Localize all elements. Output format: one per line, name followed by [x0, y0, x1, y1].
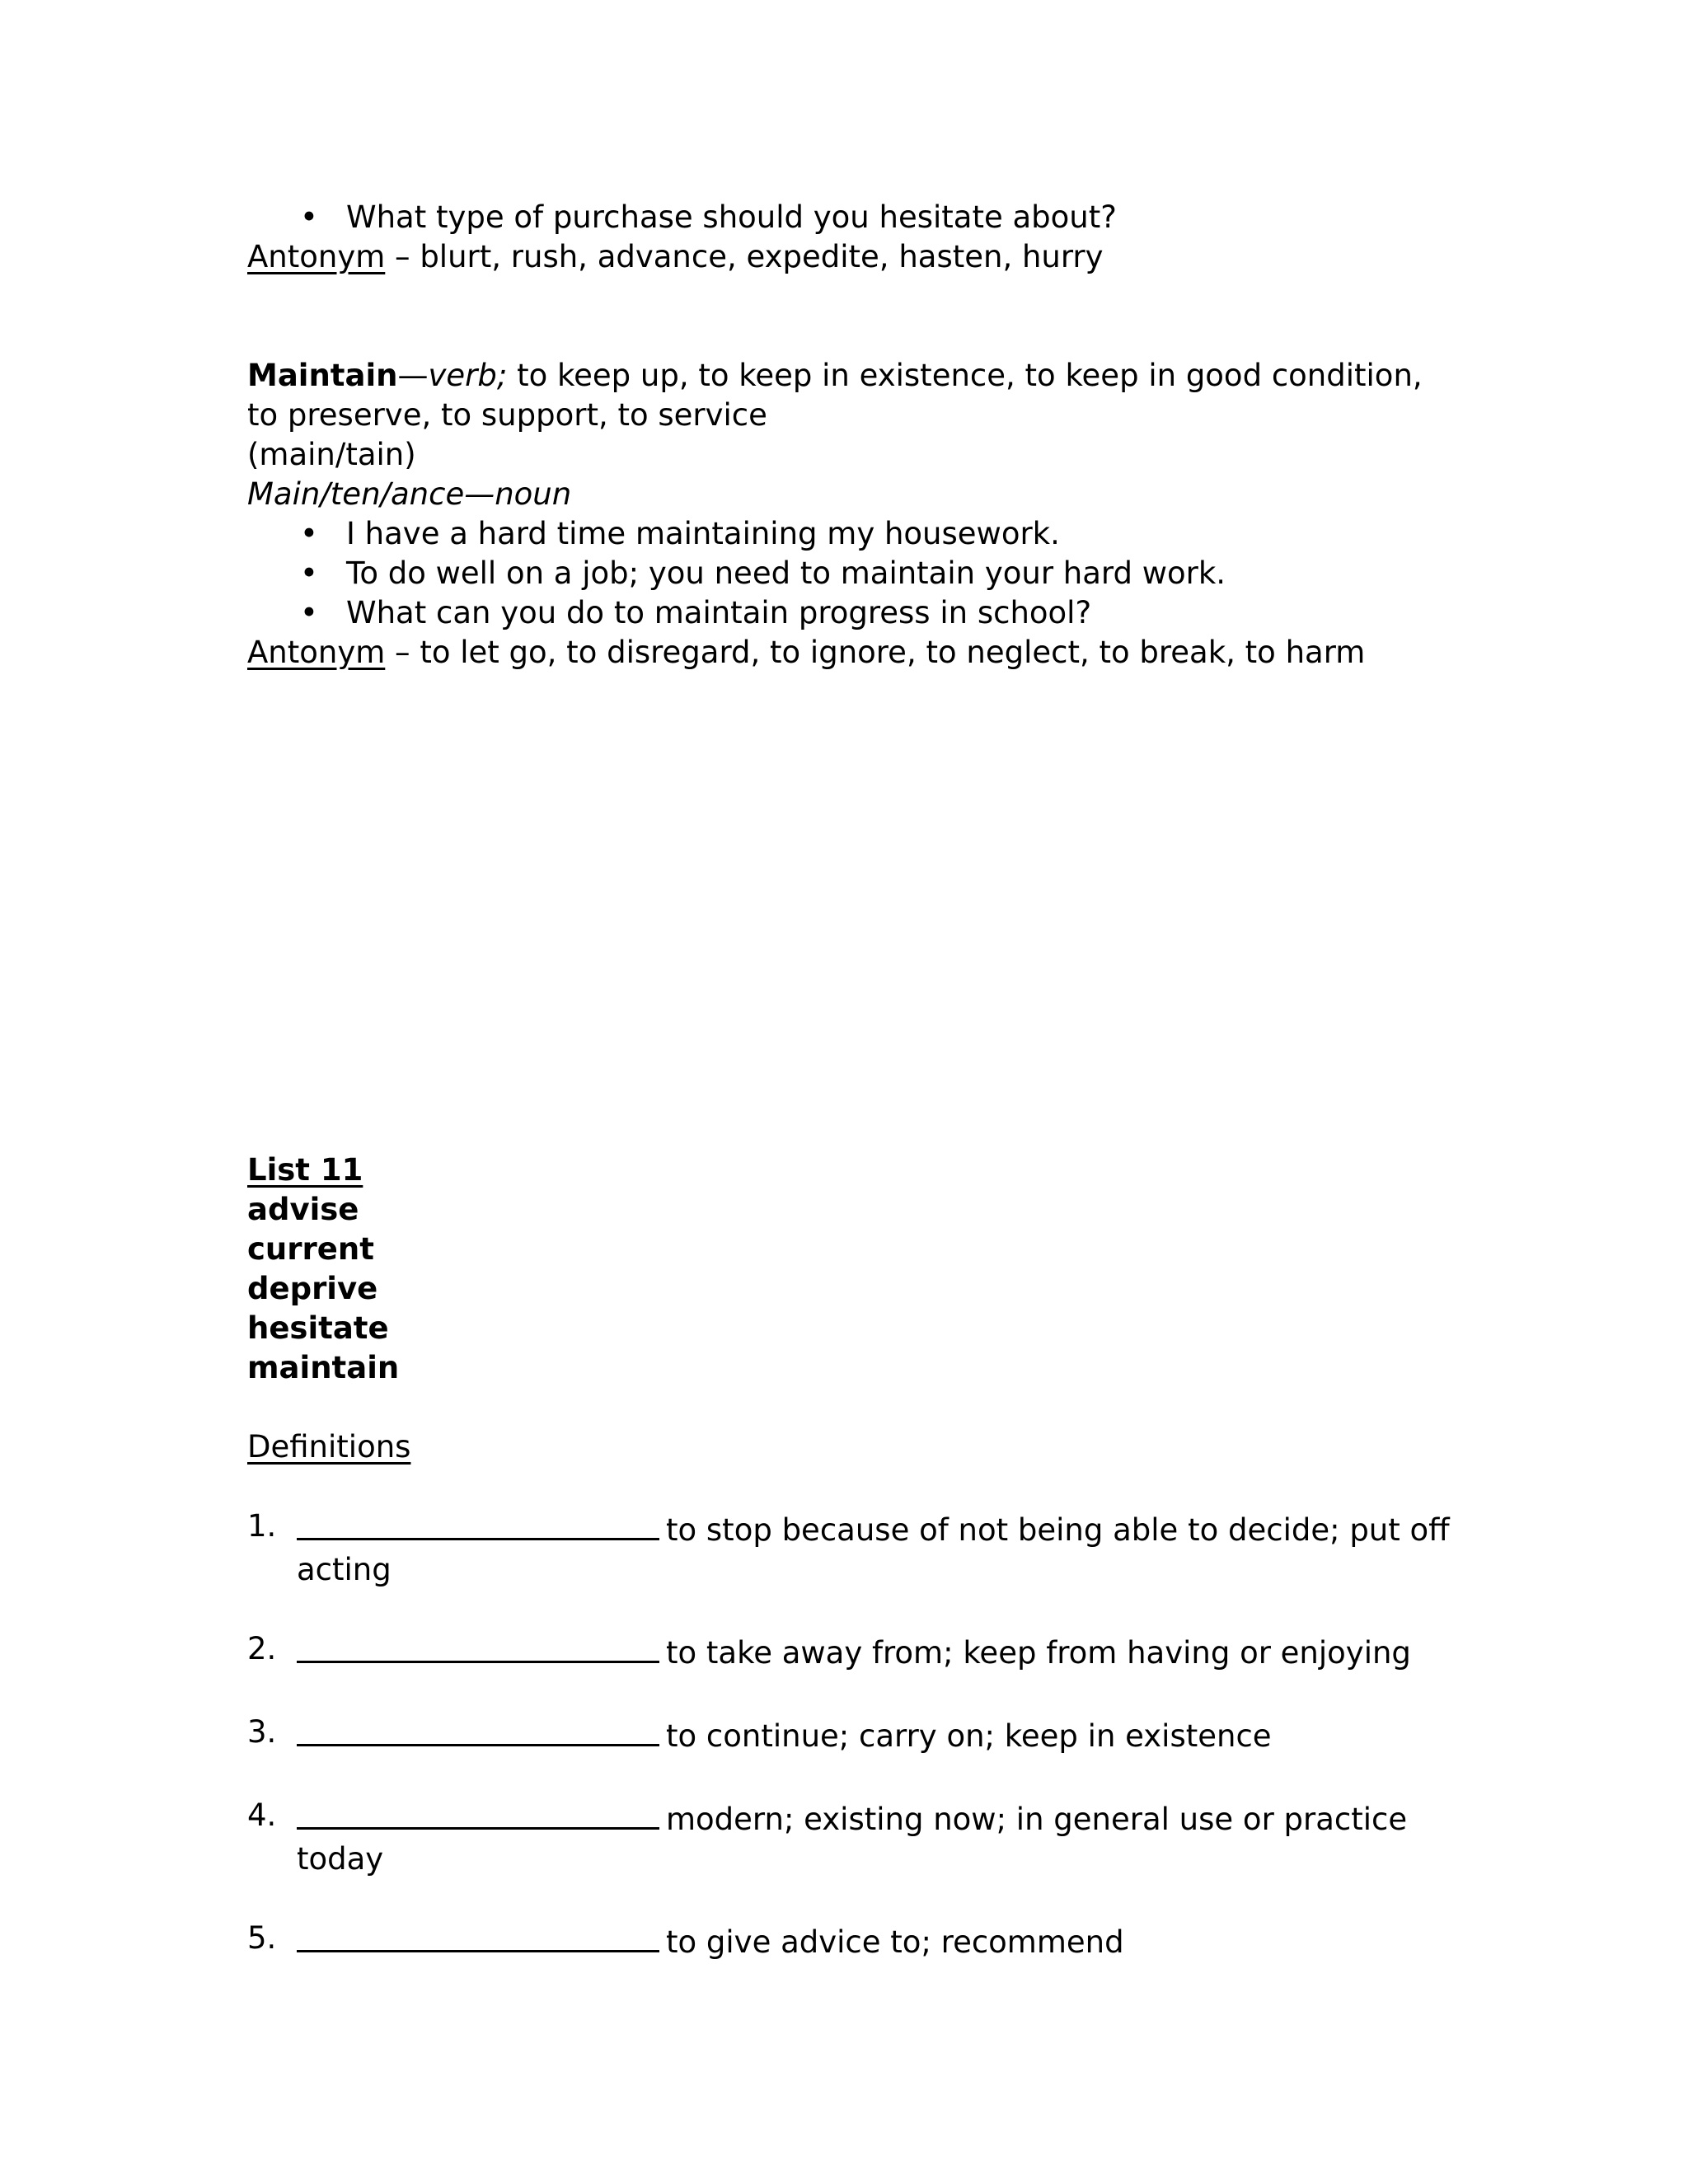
maintain-bullet-1	[247, 514, 1451, 554]
answer-blank[interactable]	[297, 1919, 659, 1952]
item-number: 1.	[247, 1508, 277, 1544]
definition-text-continued: today	[297, 1841, 384, 1877]
list-word: maintain	[247, 1350, 400, 1385]
definition-item-4	[247, 1796, 1451, 1879]
answer-blank[interactable]	[297, 1507, 659, 1540]
syllables: (main/tain)	[247, 437, 416, 472]
definition-text-continued: acting	[297, 1552, 392, 1587]
hesitate-bullet-1	[247, 198, 1451, 237]
item-number: 5.	[247, 1920, 277, 1956]
definition-text: modern; existing now; in general use or practice	[666, 1802, 1408, 1837]
bullet-text: I have a hard time maintaining my housework.	[346, 516, 1060, 551]
definition-text: to give advice to; recommend	[666, 1924, 1124, 1960]
maintain-bullet-3	[247, 593, 1451, 633]
definition-item-1	[247, 1507, 1451, 1590]
list-word: hesitate	[247, 1310, 389, 1346]
bullet-icon: •	[300, 199, 318, 235]
bullet-text: What can you do to maintain progress in school?	[346, 595, 1092, 630]
maintain-section	[247, 356, 1451, 673]
item-number: 2.	[247, 1631, 277, 1666]
part-of-speech: verb;	[428, 358, 508, 393]
list-word: current	[247, 1231, 374, 1267]
bullet-icon: •	[300, 516, 318, 551]
item-number: 3.	[247, 1714, 277, 1750]
list-word: deprive	[247, 1271, 378, 1306]
entry-dash: —	[397, 358, 429, 393]
entry-word: Maintain	[247, 358, 398, 393]
word-list-section	[247, 1151, 1451, 1388]
answer-blank[interactable]	[297, 1713, 659, 1746]
definition-text: to take away from; keep from having or enjoying	[666, 1635, 1411, 1671]
list-word: advise	[247, 1192, 359, 1227]
definition-item-5	[247, 1919, 1451, 1962]
definitions-section	[247, 1427, 1451, 1467]
definition-text: to stop because of not being able to decide; put off	[666, 1512, 1450, 1548]
hesitate-antonym	[247, 237, 1451, 277]
antonym-label: Antonym	[247, 635, 386, 670]
antonym-label: Antonym	[247, 239, 386, 274]
bullet-icon: •	[300, 555, 318, 591]
answer-blank[interactable]	[297, 1629, 659, 1663]
bullet-icon: •	[300, 595, 318, 630]
definitions-heading: Definitions	[247, 1429, 411, 1465]
definitions-list	[247, 1507, 1451, 2002]
item-number: 4.	[247, 1797, 277, 1833]
bullet-text: To do well on a job; you need to maintain your hard work.	[346, 555, 1226, 591]
maintain-entry	[247, 356, 1451, 435]
list-title: List 11	[247, 1152, 363, 1188]
hesitate-section	[247, 198, 1451, 277]
entry-definition: to keep up, to keep in existence, to keep in good condition, to preserve, to support, to service	[247, 358, 1423, 433]
maintain-antonym	[247, 633, 1451, 673]
answer-blank[interactable]	[297, 1796, 659, 1830]
antonym-text: – blurt, rush, advance, expedite, hasten, hurry	[385, 239, 1104, 274]
maintain-bullet-list	[247, 514, 1451, 633]
hesitate-bullet-list	[247, 198, 1451, 237]
definition-item-3	[247, 1713, 1451, 1756]
definition-text: to continue; carry on; keep in existence	[666, 1718, 1272, 1754]
noun-form: Main/ten/ance—noun	[247, 476, 572, 512]
definition-item-2	[247, 1629, 1451, 1673]
maintain-bullet-2	[247, 554, 1451, 593]
antonym-text: – to let go, to disregard, to ignore, to neglect, to break, to harm	[385, 635, 1366, 670]
bullet-text: What type of purchase should you hesitate about?	[346, 199, 1117, 235]
